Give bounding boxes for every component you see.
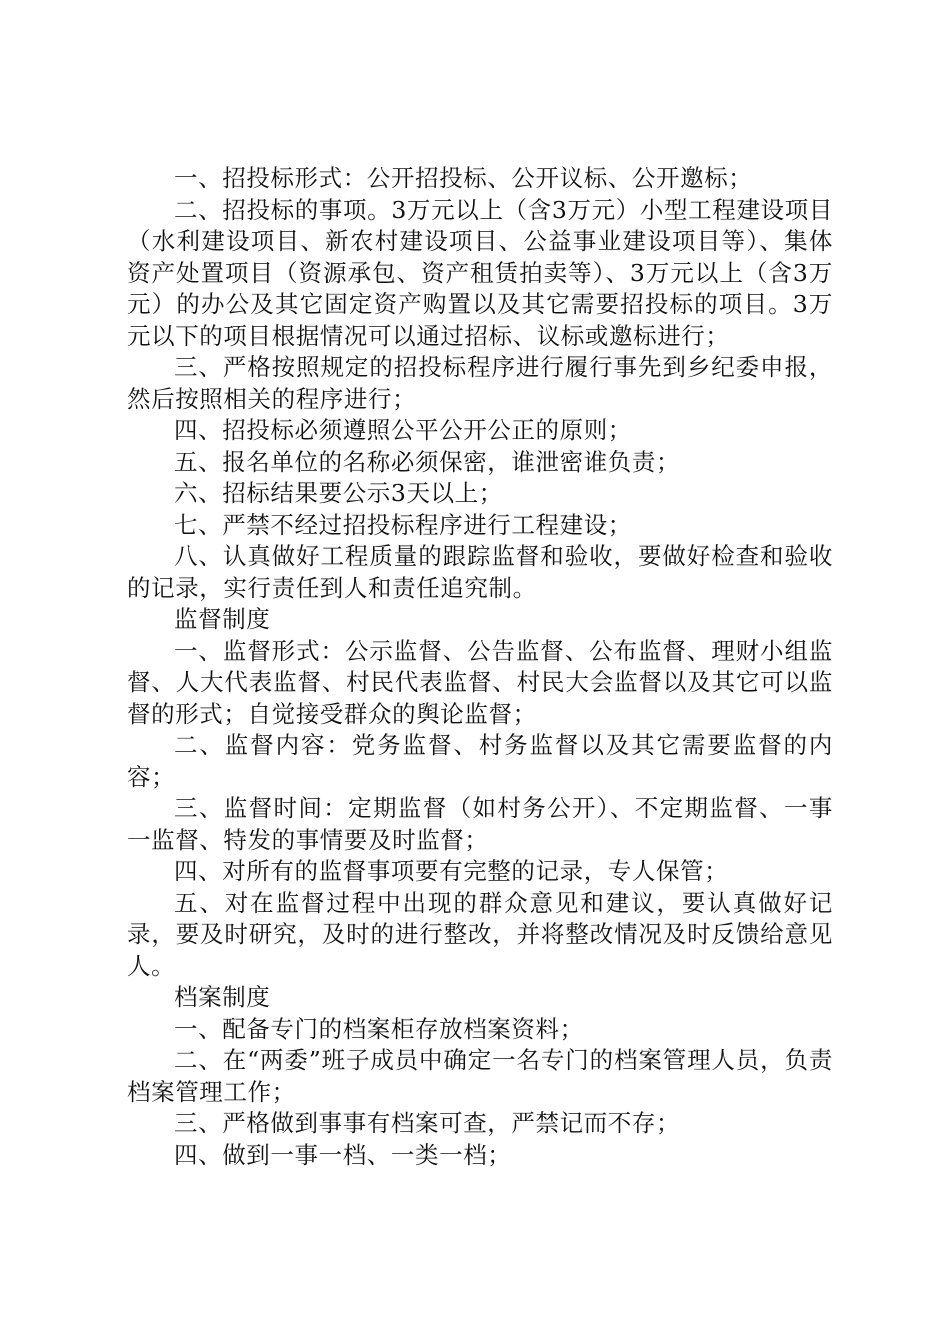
supervision-item-1: 一、监督形式：公示监督、公告监督、公布监督、理财小组监督、人大代表监督、村民代表监督、村民大会监督以及其它可以监督的形式；自觉接受群众的舆论监督；	[127, 636, 833, 728]
bidding-item-3: 三、严格按照规定的招投标程序进行履行事先到乡纪委申报，然后按照相关的程序进行；	[127, 353, 833, 413]
bidding-item-7: 七、严禁不经过招投标程序进行工程建设；	[174, 510, 632, 539]
bidding-item-4: 四、招投标必须遵照公平公开公正的原则；	[174, 416, 632, 444]
supervision-item-3: 三、监督时间：定期监督（如村务公开）、不定期监督、一事一监督、特发的事情要及时监督；	[127, 794, 833, 854]
bidding-item-1: 一、招投标形式：公开招投标、公开议标、公开邀标；	[174, 164, 753, 192]
supervision-section-title: 监督制度	[174, 605, 271, 633]
archives-item-1: 一、配备专门的档案柜存放档案资料；	[174, 1014, 584, 1043]
archives-item-2: 二、在“两委”班子成员中确定一名专门的档案管理人员，负责档案管理工作；	[127, 1046, 833, 1106]
bidding-item-5: 五、报名单位的名称必须保密，谁泄密谁负责；	[174, 447, 681, 476]
document-page	[127, 163, 833, 1171]
bidding-item-8: 八、认真做好工程质量的跟踪监督和验收，要做好检查和验收的记录，实行责任到人和责任追究制。	[127, 542, 833, 602]
archives-item-4: 四、做到一事一档、一类一档；	[174, 1140, 512, 1169]
supervision-item-2: 二、监督内容：党务监督、村务监督以及其它需要监督的内容；	[127, 731, 833, 791]
archives-item-3: 三、严格做到事事有档案可查，严禁记而不存；	[174, 1109, 681, 1137]
bidding-item-6: 六、招标结果要公示3天以上；	[174, 479, 503, 507]
archives-section-title: 档案制度	[174, 983, 271, 1011]
supervision-item-4: 四、对所有的监督事项要有完整的记录，专人保管；	[174, 857, 729, 885]
supervision-item-5: 五、对在监督过程中出现的群众意见和建议，要认真做好记录，要及时研究，及时的进行整改，并将整改情况及时反馈给意见人。	[127, 888, 833, 980]
bidding-item-2: 二、招投标的事项。3万元以上（含3万元）小型工程建设项目（水利建设项目、新农村建设项目、公益事业建设项目等）、集体资产处置项目（资源承包、资产租赁拍卖等）、3万元以上（含3万元）的办公及其它固定资产购置以及其它需要招投标的项目。3万元以下的项目根据情况可以通过招标、议标或邀标进行；	[127, 195, 833, 350]
